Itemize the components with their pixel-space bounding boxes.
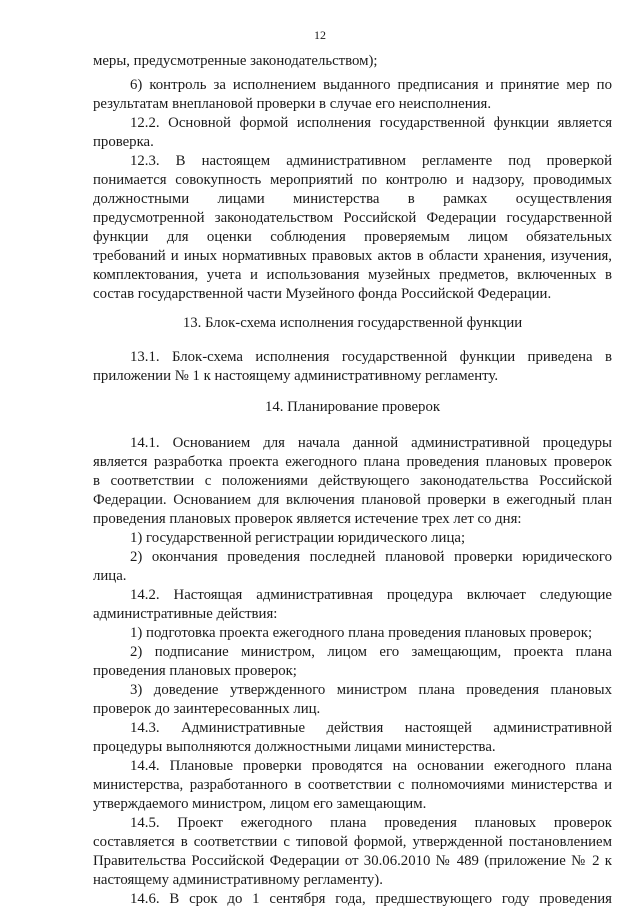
text-line: 14.6. В срок до 1 сентября года, предшествующего году проведения	[130, 891, 612, 907]
text-line: утверждаемого министром, лицом его замещающим.	[93, 796, 427, 812]
text-line: 14.2. Настоящая административная процедура включает следующие	[130, 587, 612, 603]
text-line: проведения плановых проверок;	[93, 663, 297, 679]
text-line: процедуры выполняются должностными лицами министерства.	[93, 739, 496, 755]
text-line: 6) контроль за исполнением выданного предписания и принятие мер по	[130, 77, 612, 93]
page-number: 12	[314, 28, 326, 42]
text-line: является разработка проекта ежегодного плана проведения плановых проверок	[93, 454, 612, 470]
text-line: меры, предусмотренные законодательством);	[93, 53, 378, 69]
text-line: состав государственной части Музейного фонда Российской Федерации.	[93, 286, 552, 302]
section-heading: 14. Планирование проверок	[264, 399, 441, 415]
text-line: понимается совокупность мероприятий по контролю и надзору, проводимых	[93, 172, 612, 188]
text-line: 12.2. Основной формой исполнения государственной функции является	[130, 115, 612, 131]
text-line: должностными лицами министерства в рамках осуществления	[93, 191, 612, 207]
text-line: функции для оценки соблюдения проверяемым лицом обязательных	[93, 229, 612, 245]
text-line: 1) государственной регистрации юридического лица;	[130, 530, 466, 546]
text-line: 12.3. В настоящем административном регламенте под проверкой	[130, 153, 612, 169]
text-line: 1) подготовка проекта ежегодного плана проведения плановых проверок;	[130, 625, 593, 641]
text-line: 2) подписание министром, лицом его замещающим, проекта плана	[130, 644, 612, 660]
text-line: требований и иных нормативных правовых актов в области хранения, изучения,	[93, 248, 612, 264]
text-line: 3) доведение утвержденного министром плана проведения плановых	[130, 682, 612, 698]
text-line: составляется в соответствии с типовой формой, утвержденной постановлением	[93, 834, 612, 850]
text-line: настоящему административному регламенту).	[93, 872, 383, 888]
text-line: проверка.	[93, 134, 154, 150]
text-line: предусмотренной законодательством Российской Федерации государственной	[93, 210, 612, 226]
text-line: 14.4. Плановые проверки проводятся на основании ежегодного плана	[130, 758, 612, 774]
text-line: Федерации. Основанием для включения плановой проверки в ежегодный план	[93, 492, 612, 508]
text-line: административные действия:	[93, 606, 278, 622]
text-line: комплектования, учета и использования музейных предметов, включенных в	[93, 267, 612, 283]
text-line: министерства, разработанного в соответствии с полномочиями министерства и	[93, 777, 612, 793]
text-line: результатам внеплановой проверки в случае его неисполнения.	[93, 96, 492, 112]
text-line: проверок до заинтересованных лиц.	[93, 701, 321, 717]
text-line: 13.1. Блок-схема исполнения государственной функции приведена в	[130, 349, 612, 365]
text-line: лица.	[93, 568, 127, 584]
text-line: 14.1. Основанием для начала данной административной процедуры	[130, 435, 612, 451]
text-line: 14.3. Административные действия настоящей административной	[130, 720, 612, 736]
text-line: 2) окончания проведения последней плановой проверки юридического	[130, 549, 612, 565]
section-heading: 13. Блок-схема исполнения государственной функции	[182, 315, 523, 331]
text-line: в соответствии с положениями действующего законодательства Российской	[93, 473, 612, 489]
text-line: приложении № 1 к настоящему административному регламенту.	[93, 368, 499, 384]
text-line: Правительства Российской Федерации от 30.06.2010 № 489 (приложение № 2 к	[93, 853, 612, 869]
text-line: проведения плановых проверок является истечение трех лет со дня:	[93, 511, 522, 527]
text-line: 14.5. Проект ежегодного плана проведения плановых проверок	[130, 815, 612, 831]
